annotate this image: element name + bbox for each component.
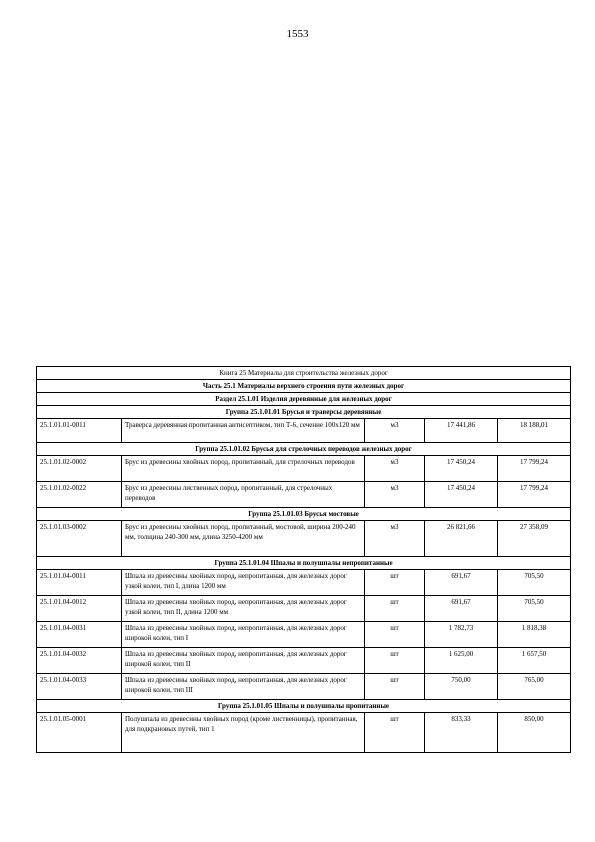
price-value: 691,67 xyxy=(425,596,498,622)
unit-of-measure: шт xyxy=(365,648,425,674)
resource-name: Брус из древесины хвойных пород, пропитанный, для стрелочных переводов xyxy=(122,456,365,482)
price-value: 18 188,01 xyxy=(498,419,571,443)
price-table xyxy=(36,366,571,753)
price-value: 1 657,50 xyxy=(498,648,571,674)
price-value: 1 782,73 xyxy=(425,622,498,648)
price-value: 26 821,66 xyxy=(425,521,498,557)
price-value: 1 818,38 xyxy=(498,622,571,648)
unit-of-measure: шт xyxy=(365,674,425,700)
unit-of-measure: шт xyxy=(365,596,425,622)
resource-name: Шпала из древесины хвойных пород, непропитанная, для железных дорог узкой колеи, тип II, длина 1200 мм xyxy=(122,596,365,622)
group-header xyxy=(37,700,571,713)
table-row xyxy=(37,419,571,443)
resource-name: Полушпала из древесины хвойных пород (кроме лиственницы), пропитанная, для подкрановых путей, тип 1 xyxy=(122,713,365,753)
price-value: 705,50 xyxy=(498,596,571,622)
table-row xyxy=(37,596,571,622)
group-title: Группа 25.1.01.05 Шпалы и полушпалы пропитанные xyxy=(37,700,571,713)
book-title: Книга 25 Материалы для строительства железных дорог xyxy=(37,367,571,380)
resource-name: Брус из древесины лиственных пород, пропитанный, для стрелочных переводов xyxy=(122,482,365,508)
resource-code: 25.1.01.03-0002 xyxy=(37,521,122,557)
price-value: 17 450,24 xyxy=(425,482,498,508)
part-title: Часть 25.1 Материалы верхнего строения пути железных дорог xyxy=(37,380,571,393)
table-row xyxy=(37,622,571,648)
unit-of-measure: шт xyxy=(365,713,425,753)
price-value: 1 625,00 xyxy=(425,648,498,674)
resource-name: Брус из древесины хвойных пород, пропитанный, мостовой, ширина 200-240 мм, толщина 240-300 мм, длина 3250-4200 мм xyxy=(122,521,365,557)
group-header xyxy=(37,508,571,521)
resource-code: 25.1.01.01-0011 xyxy=(37,419,122,443)
group-title: Группа 25.1.01.03 Брусья мостовые xyxy=(37,508,571,521)
table-row xyxy=(37,648,571,674)
price-value: 17 441,86 xyxy=(425,419,498,443)
resource-code: 25.1.01.05-0001 xyxy=(37,713,122,753)
resource-code: 25.1.01.04-0031 xyxy=(37,622,122,648)
table-row xyxy=(37,482,571,508)
resource-code: 25.1.01.04-0012 xyxy=(37,596,122,622)
resource-code: 25.1.01.02-0002 xyxy=(37,456,122,482)
group-header xyxy=(37,406,571,419)
resource-name: Шпала из древесины хвойных пород, непропитанная, для железных дорог широкой колеи, тип I xyxy=(122,622,365,648)
table-row xyxy=(37,570,571,596)
price-value: 17 799,24 xyxy=(498,456,571,482)
resource-code: 25.1.01.02-0022 xyxy=(37,482,122,508)
unit-of-measure: шт xyxy=(365,570,425,596)
unit-of-measure: м3 xyxy=(365,419,425,443)
resource-code: 25.1.01.04-0011 xyxy=(37,570,122,596)
table-row xyxy=(37,521,571,557)
unit-of-measure: шт xyxy=(365,622,425,648)
table-row xyxy=(37,674,571,700)
section-title: Раздел 25.1.01 Изделия деревянные для железных дорог xyxy=(37,393,571,406)
unit-of-measure: м3 xyxy=(365,482,425,508)
price-value: 850,00 xyxy=(498,713,571,753)
price-value: 833,33 xyxy=(425,713,498,753)
price-value: 750,00 xyxy=(425,674,498,700)
resource-name: Траверса деревянная пропитанная антисептиком, тип Т-6, сечение 100x120 мм xyxy=(122,419,365,443)
resource-code: 25.1.01.04-0032 xyxy=(37,648,122,674)
table-row xyxy=(37,456,571,482)
resource-name: Шпала из древесины хвойных пород, непропитанная, для железных дорог широкой колеи, тип II xyxy=(122,648,365,674)
group-header xyxy=(37,443,571,456)
price-value: 27 358,09 xyxy=(498,521,571,557)
table-row xyxy=(37,713,571,753)
price-value: 17 799,24 xyxy=(498,482,571,508)
price-value: 705,50 xyxy=(498,570,571,596)
unit-of-measure: м3 xyxy=(365,521,425,557)
price-value: 765,00 xyxy=(498,674,571,700)
book-title-row xyxy=(37,367,571,380)
resource-name: Шпала из древесины хвойных пород, непропитанная, для железных дорог широкой колеи, тип III xyxy=(122,674,365,700)
price-value: 691,67 xyxy=(425,570,498,596)
group-title: Группа 25.1.01.04 Шпалы и полушпалы непропитанные xyxy=(37,557,571,570)
unit-of-measure: м3 xyxy=(365,456,425,482)
group-header xyxy=(37,557,571,570)
resource-code: 25.1.01.04-0033 xyxy=(37,674,122,700)
group-title: Группа 25.1.01.01 Брусья и тpaвepсы деревянные xyxy=(37,406,571,419)
page-number: 1553 xyxy=(286,28,309,40)
resource-name: Шпала из древесины хвойных пород, непропитанная, для железных дорог узкой колеи, тип I, длина 1200 мм xyxy=(122,570,365,596)
group-title: Группа 25.1.01.02 Брусья для стрелочных переводов железных дорог xyxy=(37,443,571,456)
part-title-row xyxy=(37,380,571,393)
price-value: 17 450,24 xyxy=(425,456,498,482)
section-title-row xyxy=(37,393,571,406)
